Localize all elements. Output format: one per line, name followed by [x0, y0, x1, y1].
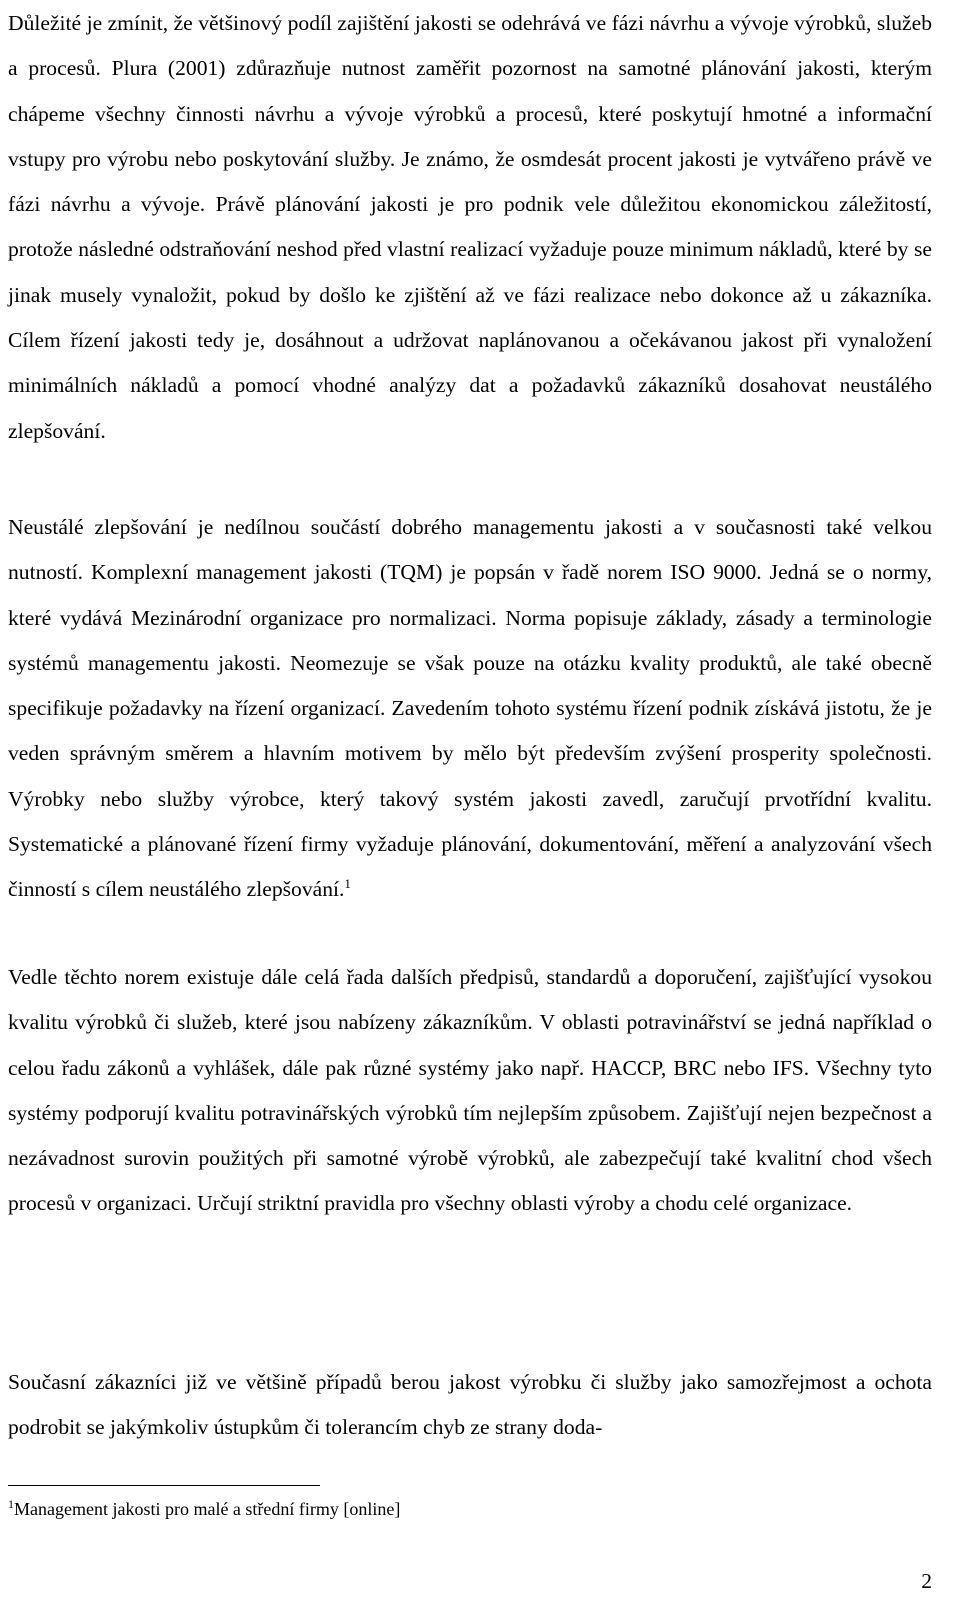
footnote-reference: 1 [344, 876, 351, 892]
footnote-mark: 1 [8, 1497, 14, 1511]
page-number: 2 [921, 1569, 932, 1593]
footnote [8, 1496, 708, 1522]
footnote-text: Management jakosti pro malé a střední firmy [online] [14, 1499, 401, 1519]
paragraph-quality-planning: Důležité je zmínit, že většinový podíl zajištění jakosti se odehrává ve fázi návrhu a vývoje výrobků, služeb a procesů. Plura (2001) zdůrazňuje nutnost zaměřit pozornost na samotné plánování jakosti, kterým chápeme všechny činnosti návrhu a vývoje výrobků a procesů, které poskytují hmotné a informační vstupy pro výrobu nebo poskytování služby. Je známo, že osmdesát procent jakosti je vytvářeno právě ve fázi návrhu a vývoje. Právě plánování jakosti je pro podnik vele důležitou ekonomickou záležitostí, protože následné odstraňování neshod před vlastní realizací vyžaduje pouze minimum nákladů, které by se jinak musely vynaložit, pokud by došlo ke zjištění až ve fázi realizace nebo dokonce až u zákazníka. Cílem řízení jakosti tedy je, dosáhnout a udržovat naplánovanou a očekávanou jakost při vynaložení minimálních nákladů a pomocí vhodné analýzy dat a požadavků zákazníků dosahovat neustálého zlepšování. [8, 11, 932, 443]
paragraph-standards: Vedle těchto norem existuje dále celá řada dalších předpisů, standardů a doporučení, zajišťující vysokou kvalitu výrobků či služeb, které jsou nabízeny zákazníkům. V oblasti potravinářství se jedná například o celou řadu zákonů a vyhlášek, dále pak různé systémy jako např. HACCP, BRC nebo IFS. Všechny tyto systémy podporují kvalitu potravinářských výrobků tím nejlepším způsobem. Zajišťují nejen bezpečnost a nezávadnost surovin použitých při samotné výrobě výrobků, ale zabezpečují také kvalitní chod všech procesů v organizaci. Určují striktní pravidla pro všechny oblasti výroby a chodu celé organizace. [8, 965, 932, 1216]
footnote-separator [8, 1485, 320, 1486]
paragraph-continuous-improvement-text: Neustálé zlepšování je nedílnou součástí dobrého managementu jakosti a v současnosti také velkou nutností. Komplexní management jakosti (TQM) je popsán v řadě norem ISO 9000. Jedná se o normy, které vydává Mezinárodní organizace pro normalizaci. Norma popisuje základy, zásady a terminologie systémů managementu jakosti. Neomezuje se však pouze na otázku kvality produktů, ale také obecně specifikuje požadavky na řízení organizací. Zavedením tohoto systému řízení podnik získává jistotu, že je veden správným směrem a hlavním motivem by mělo být především zvýšení prosperity společnosti. Výrobky nebo služby výrobce, který takový systém jakosti zavedl, zaručují prvotřídní kvalitu. Systematické a plánované řízení firmy vyžaduje plánování, dokumentování, měření a analyzování všech činností s cílem neustálého zlepšování. [8, 515, 932, 902]
paragraph-customers: Současní zákazníci již ve většině případů berou jakost výrobku či služby jako samozřejmost a ochota podrobit se jakýmkoliv ústupkům či tolerancím chyb ze strany doda- [8, 1370, 932, 1440]
paragraph-continuous-improvement [8, 505, 932, 913]
